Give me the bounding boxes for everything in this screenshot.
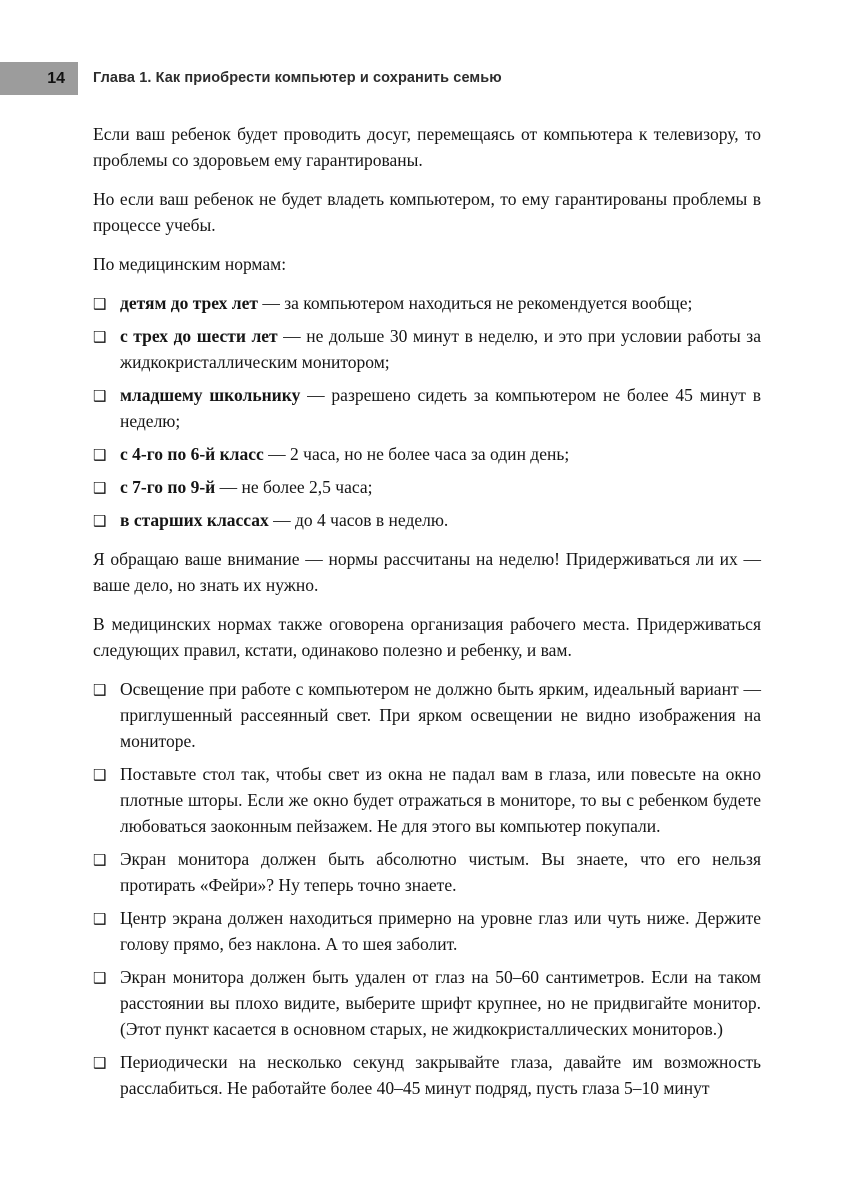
rule-text: Центр экрана должен находиться примерно на уровне глаз или чуть ниже. Держите голову прямо, без наклона. А то шея заболит. — [120, 908, 761, 954]
norm-text: — 2 часа, но не более часа за один день; — [263, 444, 570, 464]
norm-term: детям до трех лет — [120, 293, 258, 313]
norm-text: — разрешено сидеть за компьютером не более 45 минут в неделю; — [120, 385, 761, 431]
square-bullet-icon: ❑ — [93, 851, 107, 869]
rule-item — [93, 1049, 761, 1101]
rule-text: Периодически на несколько секунд закрывайте глаза, давайте им возможность расслабиться. Не работайте более 40–45 минут подряд, пусть глаза 5–10 минут — [120, 1052, 761, 1098]
rule-item — [93, 676, 761, 754]
square-bullet-icon: ❑ — [93, 387, 107, 405]
norm-item — [93, 290, 761, 316]
medical-norms-list — [93, 290, 761, 533]
norm-item — [93, 323, 761, 375]
norm-text: — до 4 часов в неделю. — [268, 510, 449, 530]
rule-item — [93, 846, 761, 898]
rule-text: Поставьте стол так, чтобы свет из окна не падал вам в глаза, или повесьте на окно плотные шторы. Если же окно будет отражаться в мониторе, то вы с ребенком будете любоваться заоконным пейзажем. Не для этого вы компьютер покупали. — [120, 764, 761, 836]
square-bullet-icon: ❑ — [93, 910, 107, 928]
norm-text: — не дольше 30 минут в неделю, и это при условии работы за жидкокристаллическим монитором; — [120, 326, 761, 372]
paragraph-medical-norms-intro: По медицинским нормам: — [93, 254, 287, 274]
norm-term: с 4-го по 6-й класс — [120, 444, 264, 464]
rule-item — [93, 761, 761, 839]
norm-term: с 7-го по 9-й — [120, 477, 216, 497]
rule-text: Освещение при работе с компьютером не должно быть ярким, идеальный вариант — приглушенный рассеянный свет. При ярком освещении не видно изображения на мониторе. — [120, 679, 761, 751]
square-bullet-icon: ❑ — [93, 479, 107, 497]
page-number-box — [0, 62, 78, 95]
norm-item — [93, 382, 761, 434]
square-bullet-icon: ❑ — [93, 766, 107, 784]
norm-text: — не более 2,5 часа; — [215, 477, 373, 497]
norm-item — [93, 441, 761, 467]
rule-text: Экран монитора должен быть удален от глаз на 50–60 сантиметров. Если на таком расстоянии вы плохо видите, выберите шрифт крупнее, но не придвигайте монитор. (Этот пункт касается в основном старых, не жидкокристаллических мониторов.) — [120, 967, 761, 1039]
norm-term: с трех до шести лет — [120, 326, 278, 346]
page-body — [93, 121, 761, 1114]
norm-text: — за компьютером находиться не рекомендуется вообще; — [258, 293, 693, 313]
square-bullet-icon: ❑ — [93, 512, 107, 530]
square-bullet-icon: ❑ — [93, 969, 107, 987]
square-bullet-icon: ❑ — [93, 681, 107, 699]
workspace-rules-list — [93, 676, 761, 1101]
paragraph-workspace-intro: В медицинских нормах также оговорена организация рабочего места. Придерживаться следующих правил, кстати, одинаково полезно и ребенку, и вам. — [93, 614, 761, 660]
square-bullet-icon: ❑ — [93, 295, 107, 313]
norm-item — [93, 507, 761, 533]
norm-item — [93, 474, 761, 500]
square-bullet-icon: ❑ — [93, 328, 107, 346]
rule-item — [93, 964, 761, 1042]
norm-term: младшему школьнику — [120, 385, 301, 405]
paragraph-weekly-note: Я обращаю ваше внимание — нормы рассчитаны на неделю! Придерживаться ли их — ваше дело, но знать их нужно. — [93, 549, 761, 595]
square-bullet-icon: ❑ — [93, 446, 107, 464]
running-head: Глава 1. Как приобрести компьютер и сохранить семью — [93, 70, 502, 86]
paragraph-health-leisure: Если ваш ребенок будет проводить досуг, перемещаясь от компьютера к телевизору, то проблемы со здоровьем ему гарантированы. — [93, 124, 761, 170]
page-number: 14 — [47, 69, 65, 87]
paragraph-study-problems: Но если ваш ребенок не будет владеть компьютером, то ему гарантированы проблемы в процессе учебы. — [93, 189, 761, 235]
page-header — [0, 62, 841, 95]
square-bullet-icon: ❑ — [93, 1054, 107, 1072]
rule-text: Экран монитора должен быть абсолютно чистым. Вы знаете, что его нельзя протирать «Фейри»? Ну теперь точно знаете. — [120, 849, 761, 895]
norm-term: в старших классах — [120, 510, 269, 530]
rule-item — [93, 905, 761, 957]
